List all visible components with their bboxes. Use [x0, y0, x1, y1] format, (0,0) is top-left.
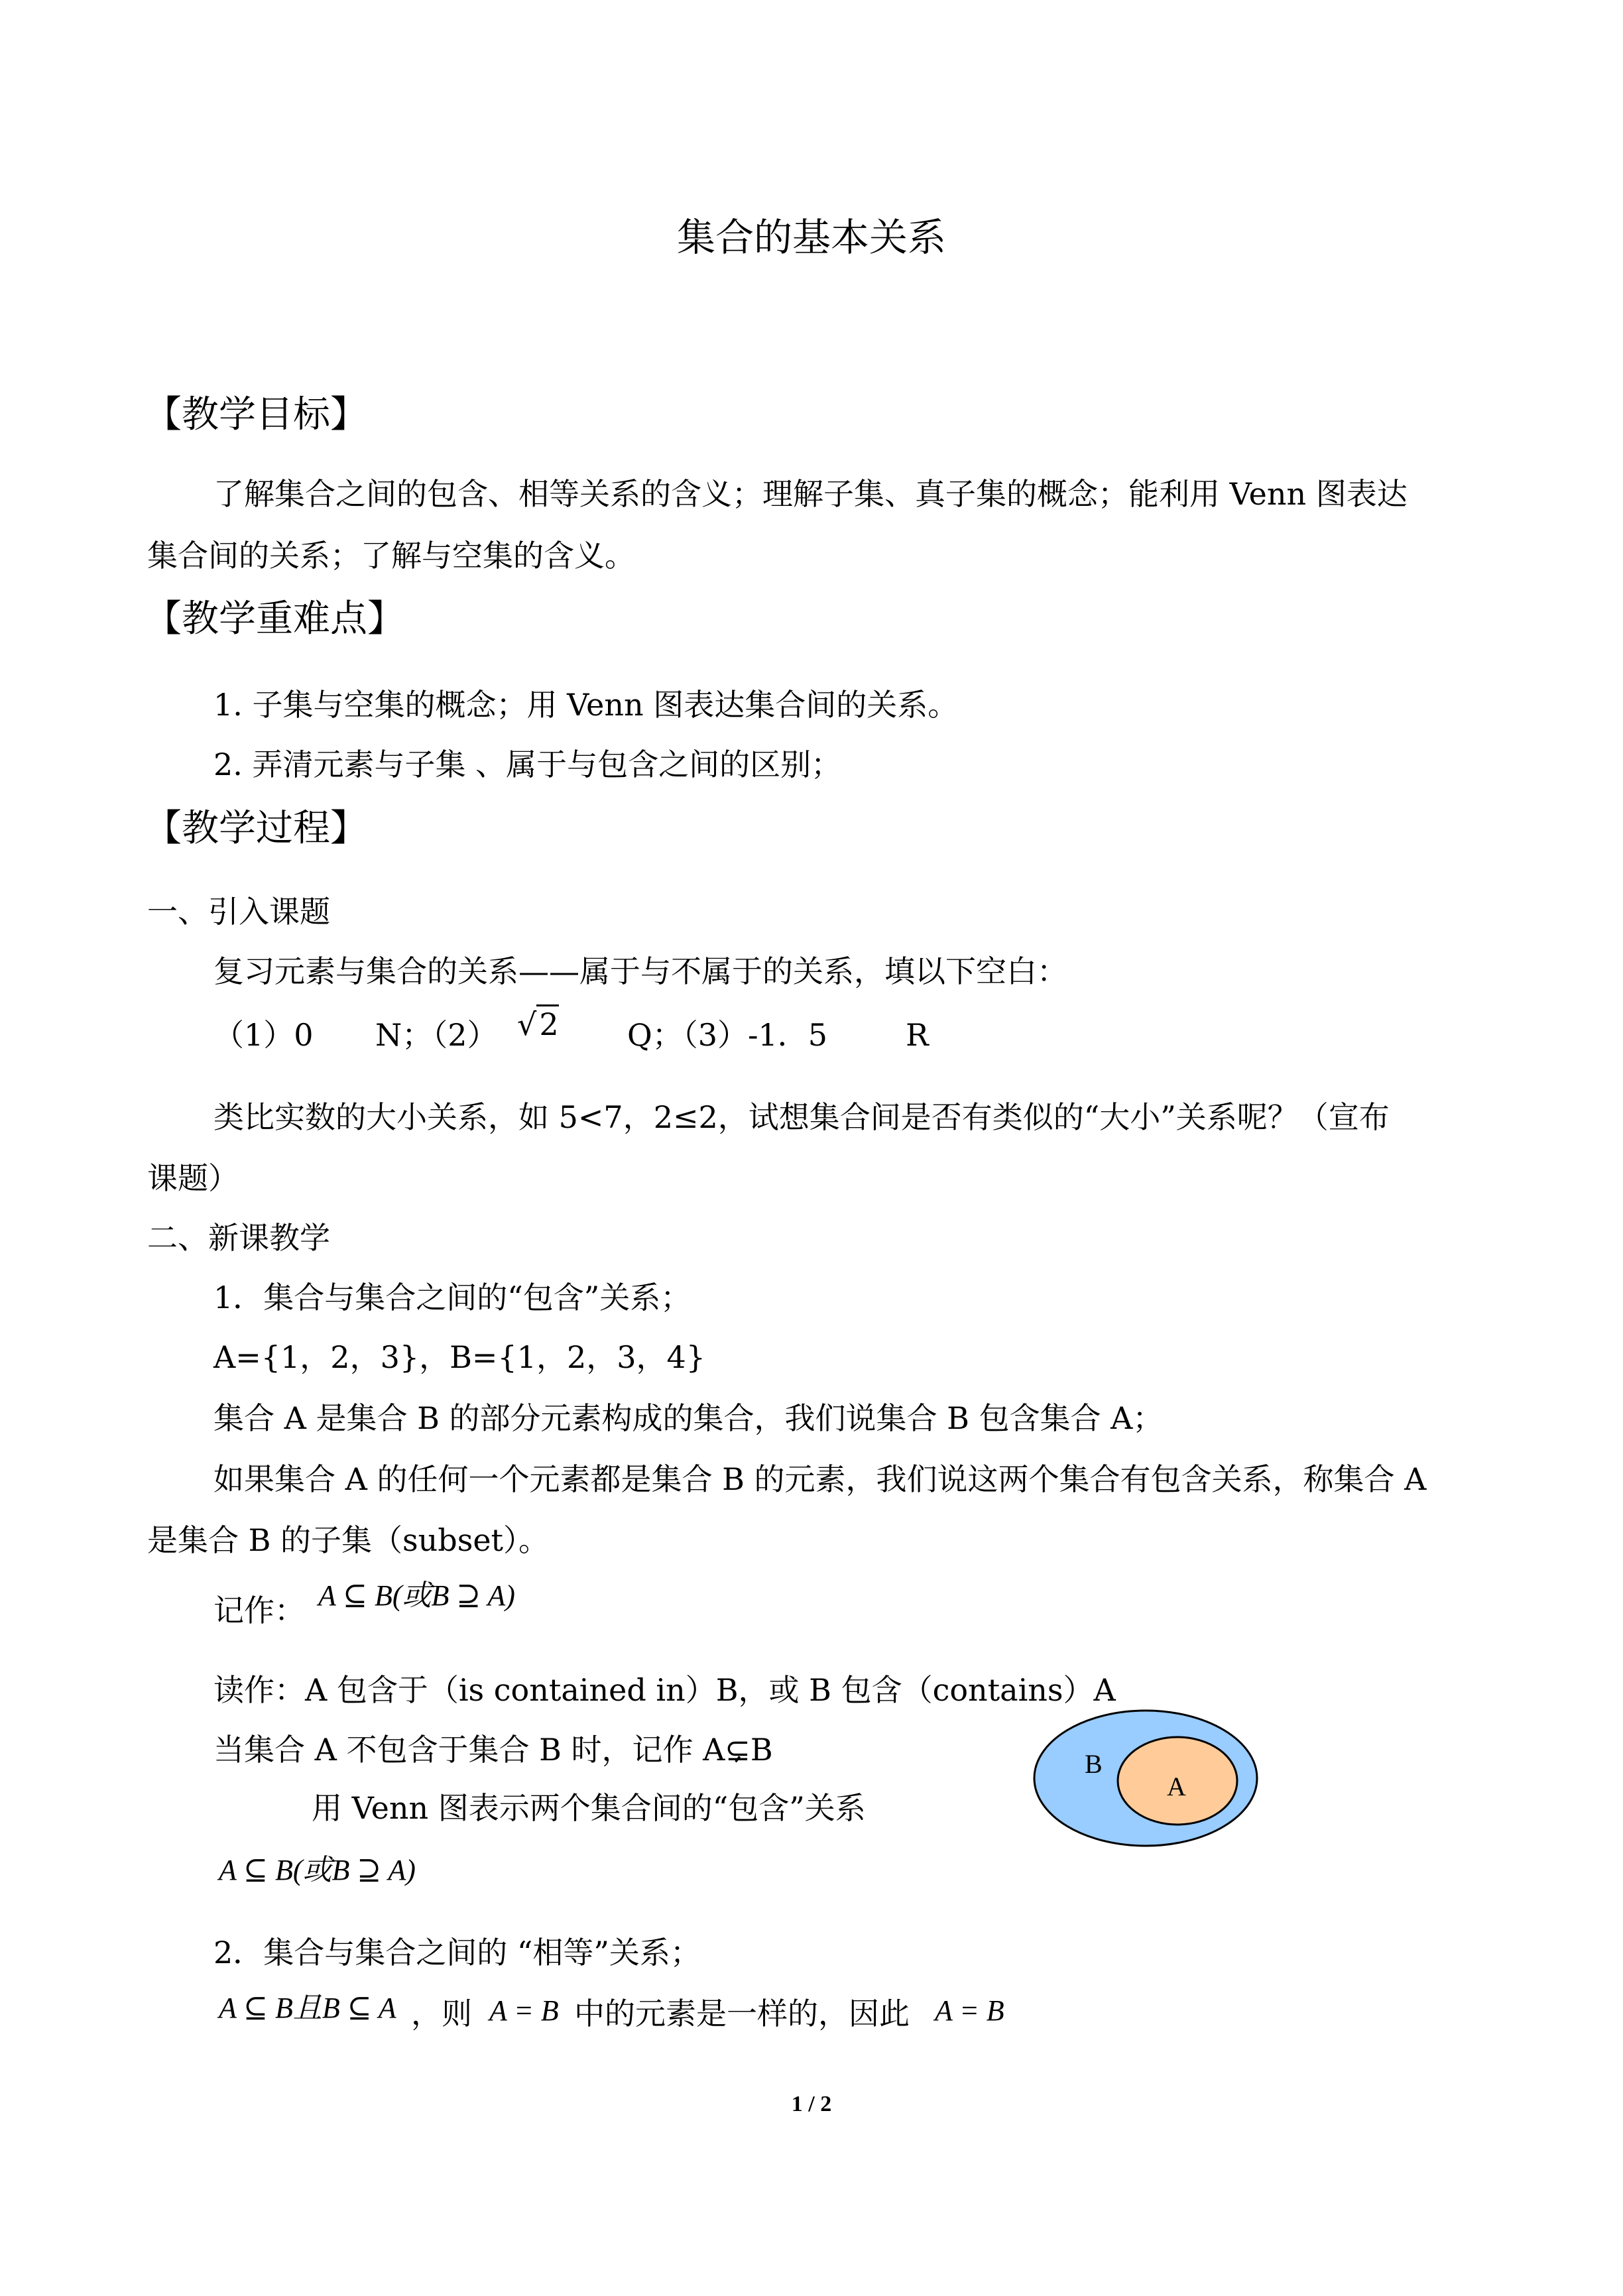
- key-point-2: 2. 弄清元素与子集 、属于与包含之间的区别；: [213, 747, 842, 782]
- venn-caption: 用 Venn 图表示两个集合间的“包含”关系: [312, 1790, 866, 1826]
- heading-teaching-goals: 【教学目标】: [145, 393, 367, 436]
- blank-1-prefix: （1）0: [213, 1017, 314, 1053]
- document-title: 集合的基本关系: [676, 215, 946, 260]
- heading-key-points: 【教学重难点】: [145, 597, 404, 640]
- blank-2-suffix: Q；（3）-1．5: [627, 1017, 828, 1053]
- formula-repeat: A ⊆ B(或B ⊇ A): [219, 1854, 416, 1886]
- notation-label: 记作：: [213, 1593, 305, 1628]
- blank-1-suffix: N；（2）: [375, 1017, 498, 1053]
- subsection-2-heading: 2．集合与集合之间的 “相等”关系；: [213, 1935, 701, 1970]
- sqrt-radicand: 2: [536, 1004, 558, 1042]
- equality-text-same: 中的元素是一样的，因此: [574, 1996, 910, 2031]
- not-contained-line: 当集合 A 不包含于集合 B 时，记作 A⊊B: [213, 1732, 773, 1768]
- equality-formula-end: A = B: [935, 1994, 1004, 2027]
- page-number: 1 / 2: [791, 2092, 832, 2116]
- equality-text-then: ，则: [411, 1996, 472, 2031]
- key-point-1: 1. 子集与空集的概念；用 Venn 图表达集合间的关系。: [213, 687, 959, 723]
- blank-3-suffix: R: [906, 1017, 929, 1053]
- equality-condition: A ⊆ B且B ⊆ A: [219, 1992, 396, 2024]
- subsection-1-heading: 1．集合与集合之间的“包含”关系；: [213, 1280, 691, 1315]
- part2-heading: 二、新课教学: [147, 1220, 330, 1256]
- equality-formula-mid: A = B: [489, 1994, 559, 2027]
- radical-sign: √: [517, 1006, 537, 1042]
- analogy-line1: 类比实数的大小关系，如 5<7，2≤2，试想集合间是否有类似的“大小”关系呢？（宣布: [213, 1099, 1390, 1135]
- venn-label-b: B: [1085, 1749, 1103, 1779]
- venn-diagram: [1029, 1705, 1262, 1851]
- notation-formula: A ⊆ B(或B ⊇ A): [318, 1579, 515, 1612]
- heading-teaching-process: 【教学过程】: [145, 807, 367, 850]
- reading-line: 读作：A 包含于（is contained in）B，或 B 包含（contains）A: [213, 1672, 1116, 1708]
- subset-definition-line1: 如果集合 A 的任何一个元素都是集合 B 的元素，我们说这两个集合有包含关系，称集合 A: [213, 1461, 1427, 1497]
- sqrt-two: [517, 1006, 559, 1042]
- review-line: 复习元素与集合的关系——属于与不属于的关系，填以下空白：: [213, 953, 1067, 989]
- part1-heading: 一、引入课题: [147, 894, 330, 930]
- containment-statement: 集合 A 是集合 B 的部分元素构成的集合，我们说集合 B 包含集合 A；: [213, 1400, 1164, 1436]
- goals-paragraph-line2: 集合间的关系；了解与空集的含义。: [147, 538, 635, 574]
- goals-paragraph-line1: 了解集合之间的包含、相等关系的含义；理解子集、真子集的概念；能利用 Venn 图表达: [213, 476, 1408, 512]
- sets-example: A={1，2，3}，B={1，2，3，4}: [213, 1339, 706, 1375]
- subset-definition-line2: 是集合 B 的子集（subset）。: [147, 1522, 550, 1558]
- venn-label-a: A: [1167, 1772, 1186, 1801]
- analogy-line2: 课题）: [147, 1160, 239, 1196]
